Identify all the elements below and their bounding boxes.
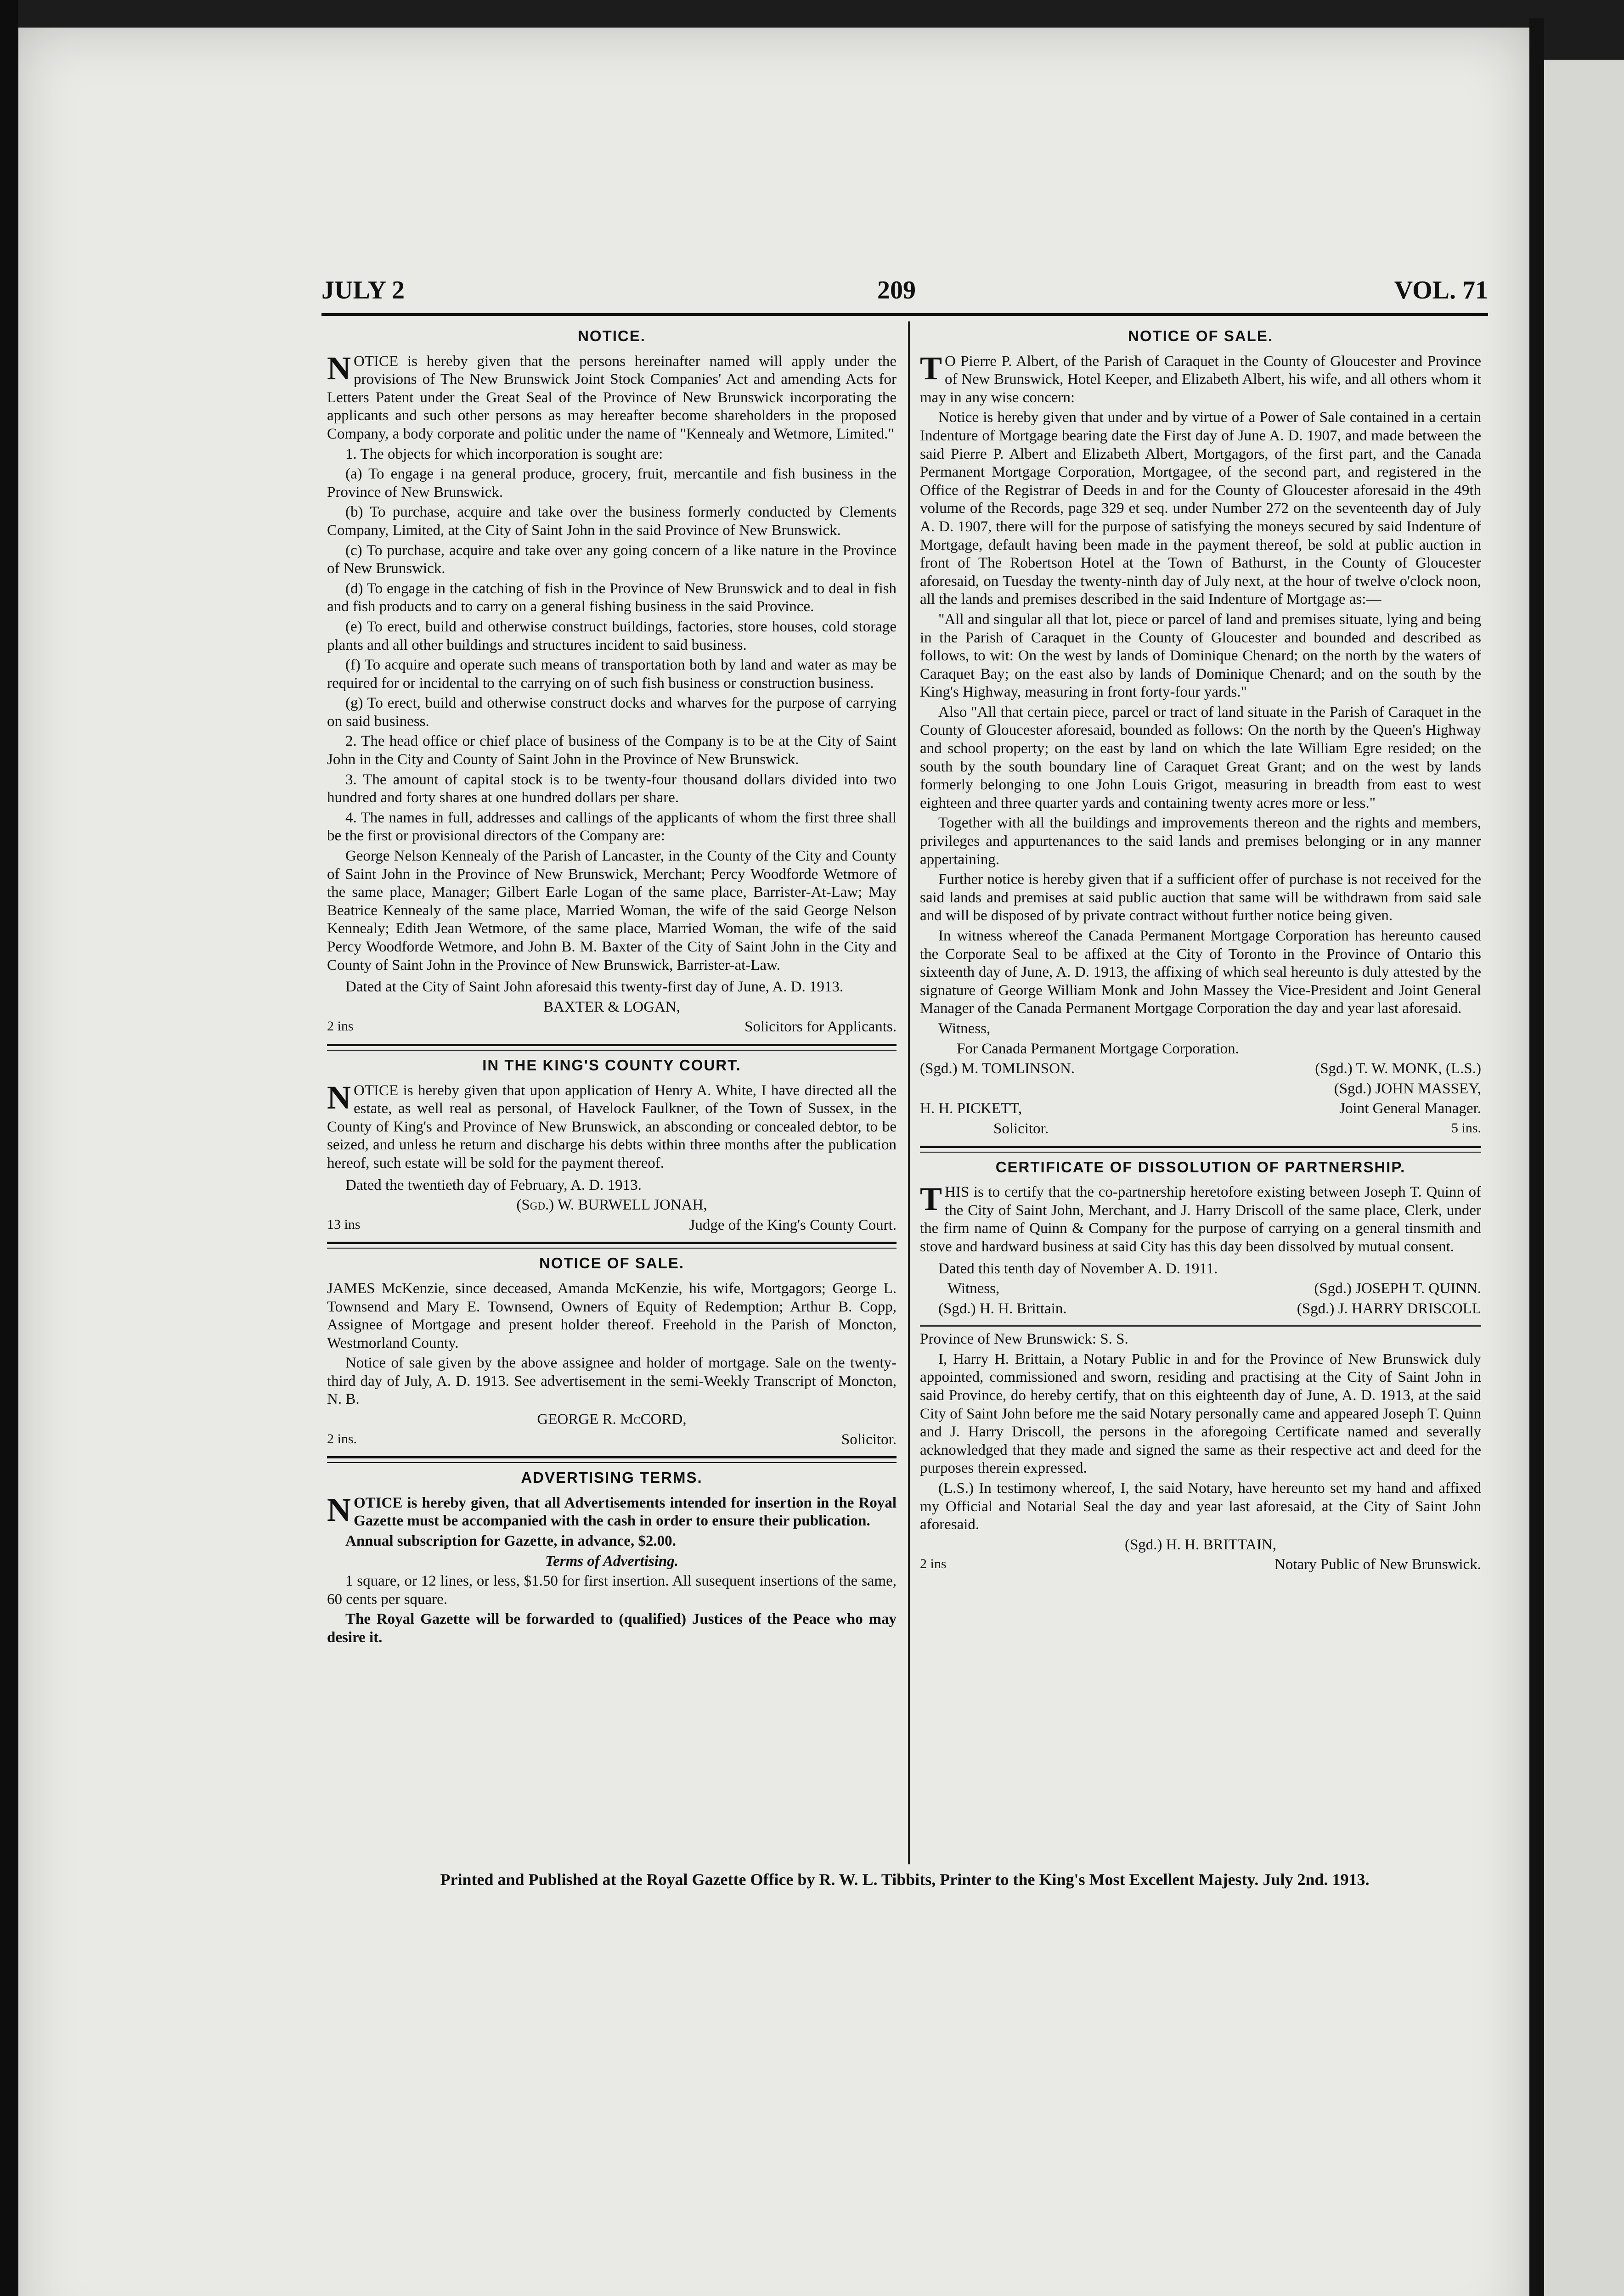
- notice-paragraph: Further notice is hereby given that if a sufficient offer of purchase is not received for the said lands and premises at said public auction that same will be withdrawn from said sale and will be disposed of by private contract without further notice being given.: [920, 871, 1481, 924]
- dated-line: Dated at the City of Saint John aforesaid this twenty-first day of June, A. D. 1913.: [345, 979, 844, 996]
- signature-row: [920, 1556, 1481, 1574]
- notice-paragraph: 3. The amount of capital stock is to be twenty-four thousand dollars divided into two hundred and forty shares at one hundred dollars per share.: [327, 771, 897, 806]
- insertion-count: 5 ins.: [1451, 1120, 1481, 1136]
- section-divider: [920, 1146, 1481, 1153]
- thin-divider: [920, 1325, 1481, 1327]
- notice-paragraph: Together with all the buildings and improvements thereon and the rights and members, privileges and appurtenances to the said lands and premises belonging or in any manner appertaining.: [920, 815, 1481, 868]
- notice-intro: [920, 1183, 1481, 1256]
- section-title: ADVERTISING TERMS.: [521, 1469, 703, 1486]
- for-line: For Canada Permanent Mortgage Corporation.: [957, 1040, 1239, 1057]
- signature-row: [920, 1060, 1481, 1078]
- section-title: CERTIFICATE OF DISSOLUTION OF PARTNERSHIP.: [995, 1158, 1406, 1176]
- dated-line: Dated the twentieth day of February, A. D. 1913.: [345, 1176, 642, 1193]
- province-line: Province of New Brunswick: S. S.: [920, 1331, 1128, 1348]
- witness-label: Witness,: [947, 1280, 1000, 1297]
- witness-label: Witness,: [938, 1020, 991, 1037]
- drop-cap: T: [920, 349, 942, 387]
- insertion-count: 2 ins: [920, 1556, 947, 1572]
- notice-intro: [327, 1280, 897, 1352]
- section-title: IN THE KING'S COUNTY COURT.: [482, 1056, 741, 1074]
- notice-paragraph: (e) To erect, build and otherwise construct buildings, factories, store houses, cold storage plants and all other buildings and structures incident to said business.: [327, 618, 897, 653]
- notice-paragraph: Notice is hereby given that under and by virtue of a Power of Sale contained in a certain Indenture of Mortgage bearing date the First day of June A. D. 1907, and made between the said Pierre P. Albert and Elizabeth Albert, Mortgagors, of the first part, and the Canada Permanent Mortgage Corporation, Mortgagee, of the second part, and registered in the Office of the Registrar of Deeds in and for the County of Gloucester aforesaid in the 49th volume of the Records, page 329 et seq. under Number 272 on the seventeenth day of July A. D. 1907, there will for the purpose of satisfying the moneys secured by said Indenture of Mortgage, default having been made in the payment thereof, be sold at public auction in front of The Robertson Hotel at the Town of Bathurst, in the County of Gloucester aforesaid, on Tuesday the twenty-ninth day of July next, at the hour of twelve o'clock noon, all the lands and premises described in the said Indenture of Mortgage as:—: [920, 409, 1481, 608]
- notice-paragraph: Also "All that certain piece, parcel or tract of land situate in the Parish of Caraquet in the County of Gloucester aforesaid, bounded as follows: On the north by the Queen's Highway and school property; on the east by land on which the late William Egre resided; on the south by the south boundary line of Caraquet Great Grant; and on the west by lands formerly belonging to one John Louis Grigot, measuring in breadth from east to west eighteen and three quarter yards and containing twenty acres more or less.": [920, 703, 1481, 811]
- partner-signature: (Sgd.) J. HARRY DRISCOLL: [1297, 1300, 1481, 1317]
- notary-paragraph: I, Harry H. Brittain, a Notary Public in and for the Province of New Brunswick duly appointed, commissioned and sworn, residing and practising at the City of Saint John in said Province, do hereby certify, that on this eighteenth day of June, A. D. 1913, at the said City of Saint John before me the said Notary personally came and appeared Joseph T. Quinn and J. Harry Driscoll, the persons in the aforegoing Certificate named and severally acknowledged that they made and signed the same as their respective act and deed for the purposes therein expressed.: [920, 1351, 1481, 1477]
- signer-name: (Sgd.) W. BURWELL JONAH,: [516, 1197, 707, 1214]
- intro-text: OTICE is hereby given that upon application of Henry A. White, I have directed all the estate, as well real as personal, of Havelock Faulkner, of the Town of Sussex, in the County of King's and Province of New Brunswick, an absconding or concealed debtor, to be seized, and unless he return and discharge his debts within three months after the publication hereof, such estate will be sold for the payment thereof.: [327, 1082, 897, 1171]
- kings-county-court-notice: [327, 1056, 897, 1234]
- signature-row: [920, 1100, 1481, 1118]
- subscription-line: Annual subscription for Gazette, in advance, $2.00.: [345, 1533, 676, 1550]
- drop-cap: J: [327, 1280, 333, 1297]
- section-title: NOTICE.: [578, 327, 646, 344]
- manager-title: Joint General Manager.: [1339, 1100, 1481, 1117]
- signer-title: Solicitors for Applicants.: [744, 1019, 897, 1035]
- section-divider: [327, 1242, 897, 1249]
- adjacent-page-edge: [1544, 60, 1624, 2296]
- certificate-of-dissolution: [920, 1158, 1481, 1574]
- notice-paragraph: (c) To purchase, acquire and take over any going concern of a like nature in the Province of New Brunswick.: [327, 542, 897, 577]
- notice-paragraph: (d) To engage in the catching of fish in the Province of New Brunswick and to deal in fish and fish products and to carry on a general fishing business in the said Province.: [327, 580, 897, 615]
- intro-text: O Pierre P. Albert, of the Parish of Caraquet in the County of Gloucester and Province of New Brunswick, Hotel Keeper, and Elizabeth Albert, his wife, and all others whom it may in any wise concern:: [920, 353, 1481, 406]
- notice-paragraph: In witness whereof the Canada Permanent Mortgage Corporation has hereunto caused the Corporate Seal to be affixed at the City of Toronto in the Province of Ontario this sixteenth day of June, A. D. 1913, the affixing of which seal hereunto is duly attested by the signature of George William Monk and John Massey the Vice-President and Joint General Manager of the Canada Permanent Mortgage Corporation the day and year last aforesaid.: [920, 928, 1481, 1017]
- notice-paragraph: George Nelson Kennealy of the Parish of Lancaster, in the County of the City and County of Saint John in the Province of New Brunswick, Merchant; Percy Woodforde Wetmore of the same place, Manager; Gilbert Earle Logan of the same place, Barrister-At-Law; May Beatrice Kennealy of the same place, Married Woman, the wife of the said George Nelson Kennealy; Edith Jean Wetmore, of the same place, Married Woman, the wife of the said Percy Woodforde Wetmore, and John B. M. Baxter of the City of Saint John in the City and County of Saint John in the Province of New Brunswick, Barrister-at-Law.: [327, 848, 897, 974]
- signature-row: [920, 1120, 1481, 1138]
- imprint-footer: Printed and Published at the Royal Gazette Office by R. W. L. Tibbits, Printer to the King's Most Excellent Majesty. July 2nd. 1913.: [440, 1870, 1370, 1889]
- notary-title: Notary Public of New Brunswick.: [1274, 1556, 1481, 1573]
- notice-paragraph: 2. The head office or chief place of business of the Company is to be at the City of Saint John in the City and County of Saint John in the Province of New Brunswick.: [327, 733, 897, 768]
- manager-signature: (Sgd.) JOHN MASSEY,: [1334, 1080, 1481, 1097]
- notice-intro: [327, 1491, 897, 1531]
- signature-row: [920, 1300, 1481, 1318]
- notice-paragraph: 1. The objects for which incorporation is sought are:: [345, 445, 663, 462]
- drop-cap: N: [327, 1491, 351, 1528]
- notice-paragraph: 4. The names in full, addresses and callings of the applicants of whom the first three shall be the first or provisional directors of the Company are:: [327, 809, 897, 844]
- solicitor-title: Solicitor.: [993, 1120, 1049, 1137]
- dated-line: Dated this tenth day of November A. D. 1911.: [938, 1260, 1218, 1277]
- justices-line: The Royal Gazette will be forwarded to (qualified) Justices of the Peace who may desire it.: [327, 1611, 897, 1646]
- testimony-text: In testimony whereof, I, the said Notary, have hereunto set my hand and affixed my Official and Notarial Seal the day and year last aforesaid, at the City of Saint John aforesaid.: [920, 1480, 1481, 1533]
- witness-signature: (Sgd.) M. TOMLINSON.: [920, 1060, 1075, 1077]
- intro-text: OTICE is hereby given that the persons hereinafter named will apply under the provisions of The New Brunswick Joint Stock Companies' Act and amending Acts for Letters Patent under the Great Seal of the Province of New Brunswick incorporating the applicants and such other persons as may hereafter become shareholders in the proposed Company, a body corporate and politic under the name of "Kennealy and Wetmore, Limited.": [327, 353, 897, 442]
- witness-signature: (Sgd.) H. H. Brittain.: [938, 1300, 1067, 1317]
- section-title: NOTICE OF SALE.: [539, 1255, 684, 1272]
- terms-text: 1 square, or 12 lines, or less, $1.50 for first insertion. All susequent insertions of the same, 60 cents per square.: [327, 1573, 897, 1608]
- left-column: [327, 321, 897, 1649]
- volume-number: VOL. 71: [1394, 276, 1488, 304]
- notice-paragraph: (b) To purchase, acquire and take over the business formerly conducted by Clements Company, Limited, at the City of Saint John in the said Province of New Brunswick.: [327, 504, 897, 539]
- testimony-paragraph: [920, 1480, 1481, 1534]
- drop-cap: N: [327, 1079, 351, 1116]
- intro-text: OTICE is hereby given, that all Advertisements intended for insertion in the Royal Gazette must be accompanied with the cash in order to ensure their publication.: [354, 1494, 897, 1530]
- notice-kennealy-wetmore: [327, 327, 897, 1036]
- scan-border-left: [0, 0, 18, 2296]
- notice-intro: [327, 349, 897, 444]
- notice-paragraph: "All and singular all that lot, piece or parcel of land and premises situate, lying and being in the Parish of Caraquet in the County of Gloucester and bounded and described as follows, to wit: On the west by lands of Dominique Chenard; on the north by the waters of Caraquet Bay; on the east also by lands of Dominique Chenard; and on the south by the King's Highway, measuring in front forty-four yards.": [920, 611, 1481, 701]
- notice-intro: [920, 349, 1481, 407]
- insertion-count: 2 ins: [327, 1019, 354, 1034]
- notary-signature: (Sgd.) H. H. BRITTAIN,: [1124, 1536, 1277, 1553]
- notice-of-sale-caraquet: [920, 327, 1481, 1138]
- intro-text: HIS is to certify that the co-partnership heretofore existing between Joseph T. Quinn of the City of Saint John, Merchant, and J. Harry Driscoll of the same place, Clerk, under the firm name of Quinn & Company for the purpose of carrying on a general tinsmith and stove and hardward business at said City has this day been dissolved by mutual consent.: [920, 1184, 1481, 1255]
- terms-heading: Terms of Advertising.: [545, 1553, 678, 1570]
- running-head-date: JULY 2: [321, 276, 405, 304]
- right-column: [920, 321, 1481, 1576]
- vice-president-signature: (Sgd.) T. W. MONK, (L.S.): [1315, 1060, 1481, 1077]
- solicitor-name: H. H. PICKETT,: [920, 1100, 1022, 1117]
- signer-name: BAXTER & LOGAN,: [543, 998, 680, 1015]
- notice-paragraph: (g) To erect, build and otherwise construct docks and wharves for the purpose of carrying on said business.: [327, 695, 897, 730]
- section-divider: [327, 1456, 897, 1463]
- header-rule: [321, 313, 1488, 316]
- signer-title: Judge of the King's County Court.: [689, 1216, 897, 1233]
- notice-paragraph: (a) To engage i na general produce, grocery, fruit, mercantile and fish business in the Province of New Brunswick.: [327, 466, 897, 501]
- advertising-terms: [327, 1469, 897, 1647]
- signature-row: [920, 1280, 1481, 1298]
- notice-paragraph: (f) To acquire and operate such means of transportation both by land and water as may be required for or incidental to the carrying on of such fish business or construction business.: [327, 657, 897, 692]
- drop-cap: N: [327, 349, 351, 387]
- seal-mark: (L.S.): [938, 1480, 974, 1497]
- column-rule: [908, 321, 910, 1864]
- signer-name: GEORGE R. McCORD,: [537, 1411, 687, 1428]
- running-head: [321, 276, 1488, 308]
- drop-cap: T: [920, 1181, 942, 1218]
- signature-row: [327, 1216, 897, 1235]
- signature-row: [327, 1018, 897, 1036]
- insertion-count: 13 ins: [327, 1216, 361, 1232]
- page-gutter: [1529, 18, 1544, 2296]
- page-number: 209: [877, 276, 916, 304]
- signature-row: [327, 1431, 897, 1449]
- notice-paragraph: Notice of sale given by the above assignee and holder of mortgage. Sale on the twenty-third day of July, A. D. 1913. See advertisement in the semi-Weekly Transcript of Moncton, N. B.: [327, 1355, 897, 1408]
- intro-text: AMES McKenzie, since deceased, Amanda McKenzie, his wife, Mortgagors; George L. Townsend and Mary E. Townsend, Owners of Equity of Redemption; Arthur B. Copp, Assignee of Mortgage and present holder thereof. Freehold in the Parish of Moncton, Westmorland County.: [327, 1280, 897, 1351]
- notice-of-sale-moncton: [327, 1254, 897, 1449]
- notice-intro: [327, 1079, 897, 1173]
- section-title: NOTICE OF SALE.: [1128, 327, 1273, 344]
- signer-title: Solicitor.: [841, 1431, 897, 1448]
- partner-signature: (Sgd.) JOSEPH T. QUINN.: [1314, 1280, 1481, 1297]
- insertion-count: 2 ins.: [327, 1431, 357, 1446]
- section-divider: [327, 1044, 897, 1051]
